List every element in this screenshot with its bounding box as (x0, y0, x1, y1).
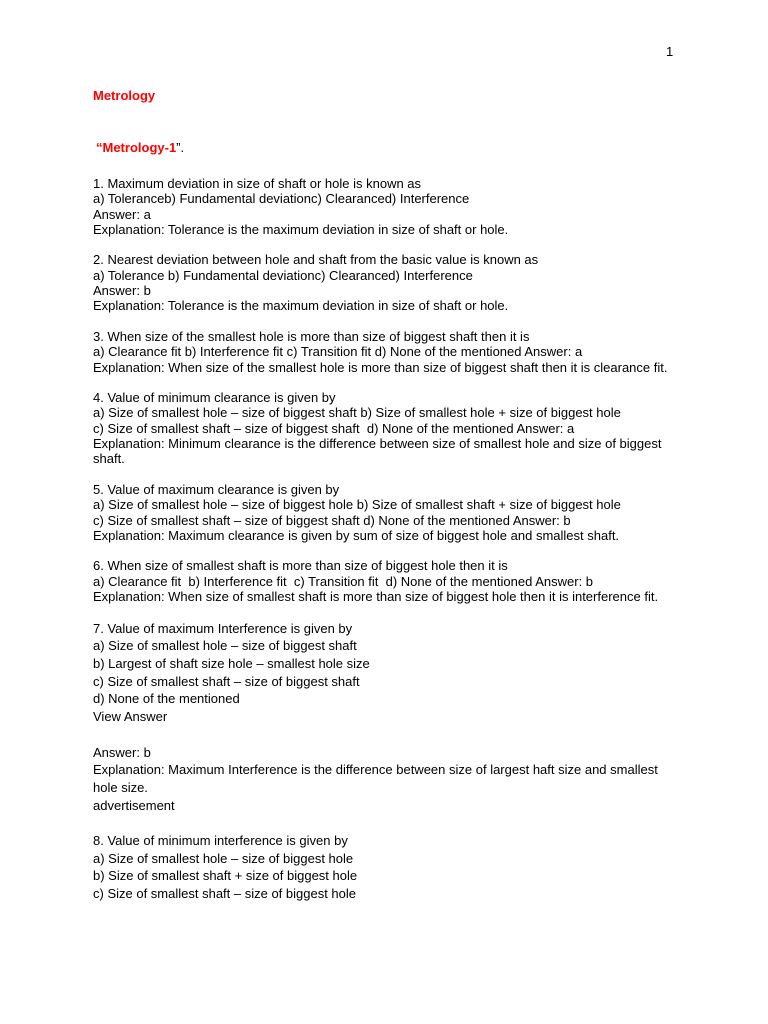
question-explanation: Explanation: Maximum clearance is given by sum of size of biggest hole and smallest shaft. (93, 527, 620, 543)
question-4 (93, 390, 683, 466)
document-subtitle (96, 140, 184, 155)
advertisement-label: advertisement (93, 797, 175, 813)
question-options: a) Clearance fit b) Interference fit c) Transition fit d) None of the mentioned Answer: a (93, 344, 583, 360)
question-text: 8. Value of minimum interference is given by (93, 833, 348, 849)
question-list (93, 176, 683, 903)
question-text: 1. Maximum deviation in size of shaft or hole is known as (93, 176, 422, 191)
question-options: a) Tolerance b) Fundamental deviationc) Clearanced) Interference (93, 267, 473, 283)
spacer (93, 814, 683, 832)
question-2 (93, 252, 683, 313)
question-8 (93, 832, 683, 903)
question-1 (93, 176, 683, 237)
question-explanation: Explanation: Minimum clearance is the difference between size of smallest hole and size of biggest shaft. (93, 436, 662, 467)
question-answer: Answer: b (93, 744, 151, 760)
question-text: 5. Value of maximum clearance is given by (93, 481, 340, 497)
question-explanation: Explanation: Tolerance is the maximum deviation in size of shaft or hole. (93, 221, 509, 237)
question-7 (93, 620, 683, 832)
option-a: a) Size of smallest hole – size of biggest shaft (93, 638, 357, 654)
question-options: c) Size of smallest shaft – size of biggest shaft d) None of the mentioned Answer: a (93, 420, 575, 436)
page-number: 1 (666, 44, 674, 59)
question-text: 3. When size of the smallest hole is more than size of biggest shaft then it is (93, 328, 530, 344)
subtitle-text: Metrology-1 (102, 140, 177, 155)
question-explanation: Explanation: When size of the smallest hole is more than size of biggest shaft then it is clearance fit. (93, 359, 668, 375)
document-title: Metrology (93, 88, 156, 103)
question-explanation: Explanation: Tolerance is the maximum deviation in size of shaft or hole. (93, 298, 509, 314)
question-answer: Answer: a (93, 206, 151, 222)
option-c: c) Size of smallest shaft – size of biggest hole (93, 886, 357, 902)
question-options: a) Size of smallest hole – size of biggest hole b) Size of smallest shaft + size of biggest hole (93, 497, 621, 513)
question-text: 7. Value of maximum Interference is given by (93, 620, 353, 636)
question-options: a) Clearance fit b) Interference fit c) Transition fit d) None of the mentioned Answer: b (93, 573, 594, 589)
option-b: b) Largest of shaft size hole – smallest hole size (93, 656, 370, 672)
view-answer-link[interactable]: View Answer (93, 709, 168, 725)
option-c: c) Size of smallest shaft – size of biggest shaft (93, 673, 360, 689)
spacer (93, 726, 683, 744)
question-text: 2. Nearest deviation between hole and shaft from the basic value is known as (93, 252, 539, 268)
question-6 (93, 558, 683, 604)
option-b: b) Size of smallest shaft + size of biggest hole (93, 868, 358, 884)
question-5 (93, 482, 683, 543)
question-text: 4. Value of minimum clearance is given by (93, 390, 336, 406)
question-options: a) Toleranceb) Fundamental deviationc) Clearanced) Interference (93, 191, 470, 207)
question-options: a) Size of smallest hole – size of biggest shaft b) Size of smallest hole + size of biggest hole (93, 405, 621, 421)
option-a: a) Size of smallest hole – size of biggest hole (93, 850, 354, 866)
question-3 (93, 329, 683, 375)
question-text: 6. When size of smallest shaft is more than size of biggest hole then it is (93, 558, 508, 574)
question-options: c) Size of smallest shaft – size of biggest shaft d) None of the mentioned Answer: b (93, 512, 571, 528)
option-d: d) None of the mentioned (93, 691, 240, 707)
question-answer: Answer: b (93, 283, 151, 299)
subtitle-close-quote: ”. (176, 140, 185, 155)
question-explanation: Explanation: Maximum Interference is the difference between size of largest haft size and smallest hole size. (93, 762, 658, 795)
subtitle-open-quote: “ (96, 140, 103, 155)
question-explanation: Explanation: When size of smallest shaft is more than size of biggest hole then it is interference fit. (93, 589, 659, 605)
